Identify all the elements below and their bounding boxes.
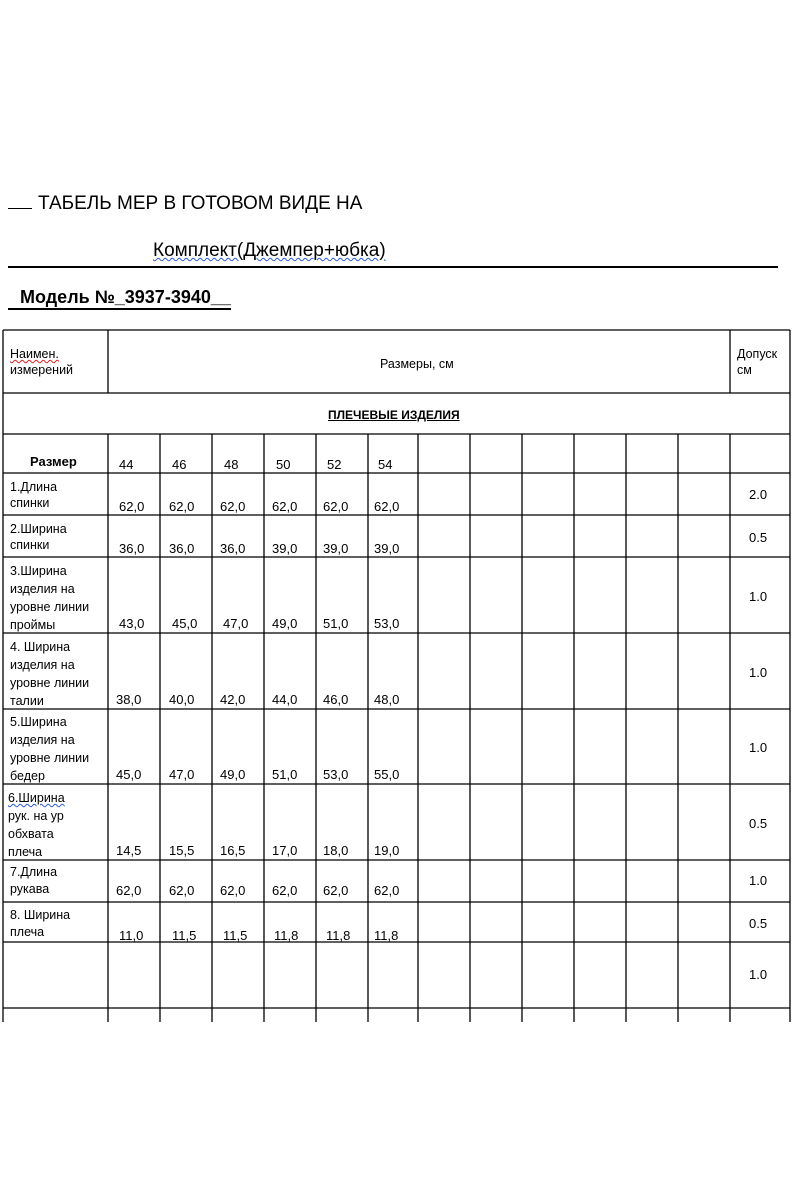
row-value: 62,0 [272, 499, 298, 514]
row-value: 11,5 [223, 928, 248, 943]
row-label-line: 6.Ширина [8, 791, 65, 805]
row-value: 53,0 [323, 767, 349, 782]
size-value: 50 [276, 457, 291, 472]
row-value: 62,0 [374, 499, 400, 514]
row-label-line: спинки [10, 496, 50, 510]
row-value: 36,0 [220, 541, 246, 556]
row-value: 49,0 [220, 767, 246, 782]
row-label-line: плеча [8, 845, 43, 859]
row-value: 62,0 [116, 883, 142, 898]
row-value: 39,0 [323, 541, 349, 556]
row-value: 62,0 [374, 883, 400, 898]
row-label-line: 1.Длина [10, 480, 58, 494]
row-value: 39,0 [374, 541, 400, 556]
row-label-line: 4. Ширина [10, 640, 71, 654]
row-tolerance: 1.0 [749, 873, 768, 888]
row-label-line: спинки [10, 538, 50, 552]
row-label [10, 521, 67, 553]
row-tolerance: 1.0 [749, 589, 768, 604]
row-label-line: 3.Ширина [10, 564, 67, 578]
row-value: 48,0 [374, 692, 400, 707]
row-tolerance: 1.0 [749, 740, 768, 755]
row-label-line: изделия на [10, 582, 75, 596]
row-tolerance: 0.5 [749, 916, 768, 931]
row-value: 45,0 [172, 616, 198, 631]
row-label [10, 713, 89, 785]
size-row-label: Размер [30, 454, 77, 469]
row-label [10, 864, 57, 898]
row-value: 62,0 [119, 499, 145, 514]
row-label-line: 5.Ширина [10, 715, 67, 729]
row-label [10, 907, 70, 941]
size-value: 52 [327, 457, 342, 472]
row-tolerance: 1.0 [749, 967, 768, 982]
row-value: 36,0 [119, 541, 145, 556]
row-value: 11,0 [119, 928, 144, 943]
row-tolerance: 0.5 [749, 530, 768, 545]
row-label [10, 479, 57, 511]
row-label [8, 789, 65, 861]
size-value: 48 [224, 457, 239, 472]
row-label [10, 562, 89, 634]
col-header-name [10, 346, 73, 378]
row-label-line: 2.Ширина [10, 522, 67, 536]
row-value: 18,0 [323, 843, 349, 858]
row-label-line: 8. Ширина [10, 908, 71, 922]
row-label-line: обхвата [8, 827, 54, 841]
row-label-line: бедер [10, 769, 45, 783]
row-value: 15,5 [169, 843, 195, 858]
row-value: 62,0 [323, 499, 349, 514]
row-value: 49,0 [272, 616, 298, 631]
row-value: 11,8 [326, 928, 351, 943]
row-value: 51,0 [272, 767, 298, 782]
row-value: 51,0 [323, 616, 349, 631]
row-label-line: рук. на ур [8, 809, 64, 823]
row-value: 17,0 [272, 843, 298, 858]
row-tolerance: 2.0 [749, 487, 768, 502]
row-tolerance: 0.5 [749, 816, 768, 831]
row-value: 38,0 [116, 692, 142, 707]
row-value: 46,0 [323, 692, 349, 707]
col-header-tolerance-line1: Допуск [737, 347, 778, 361]
row-value: 36,0 [169, 541, 195, 556]
row-value: 11,5 [172, 928, 197, 943]
col-header-name-line1: Наимен. [10, 347, 59, 361]
row-value: 62,0 [169, 883, 195, 898]
row-value: 53,0 [374, 616, 400, 631]
col-header-name-line2: измерений [10, 363, 74, 377]
title-text-1: ТАБЕЛЬ МЕР В ГОТОВОМ ВИДЕ НА [38, 193, 363, 214]
row-value: 14,5 [116, 843, 142, 858]
row-label [10, 638, 89, 710]
row-label-line: рукава [10, 882, 50, 896]
row-value: 39,0 [272, 541, 298, 556]
row-value: 19,0 [374, 843, 400, 858]
row-value: 62,0 [323, 883, 349, 898]
title-text-2: Комплект(Джемпер+юбка) [153, 240, 386, 261]
size-value: 44 [119, 457, 134, 472]
size-value: 46 [172, 457, 187, 472]
row-value: 11,8 [274, 928, 299, 943]
row-value: 44,0 [272, 692, 298, 707]
row-label-line: проймы [10, 618, 56, 632]
row-value: 62,0 [220, 883, 246, 898]
row-value: 40,0 [169, 692, 195, 707]
model-label: Модель № [20, 287, 115, 307]
row-label-line: изделия на [10, 658, 75, 672]
row-value: 62,0 [220, 499, 246, 514]
row-value: 43,0 [119, 616, 145, 631]
row-value: 47,0 [223, 616, 249, 631]
row-label-line: уровне линии [10, 751, 90, 765]
row-tolerance: 1.0 [749, 665, 768, 680]
row-value: 45,0 [116, 767, 142, 782]
row-value: 16,5 [220, 843, 246, 858]
row-label-line: изделия на [10, 733, 75, 747]
row-label-line: уровне линии [10, 600, 90, 614]
row-label-line: 7.Длина [10, 865, 58, 879]
row-label-line: талии [10, 694, 44, 708]
model-number: _3937-3940__ [114, 287, 231, 307]
col-header-tolerance-line2: см [737, 363, 752, 377]
col-header-tolerance [737, 346, 777, 378]
row-value: 62,0 [272, 883, 298, 898]
row-label-line: плеча [10, 925, 45, 939]
row-value: 62,0 [169, 499, 195, 514]
row-value: 42,0 [220, 692, 246, 707]
row-label-line: уровне линии [10, 676, 90, 690]
row-value: 55,0 [374, 767, 400, 782]
size-value: 54 [378, 457, 393, 472]
col-header-sizes: Размеры, см [380, 357, 454, 371]
row-value: 11,8 [374, 928, 399, 943]
section-title: ПЛЕЧЕВЫЕ ИЗДЕЛИЯ [328, 408, 460, 422]
row-value: 47,0 [169, 767, 195, 782]
